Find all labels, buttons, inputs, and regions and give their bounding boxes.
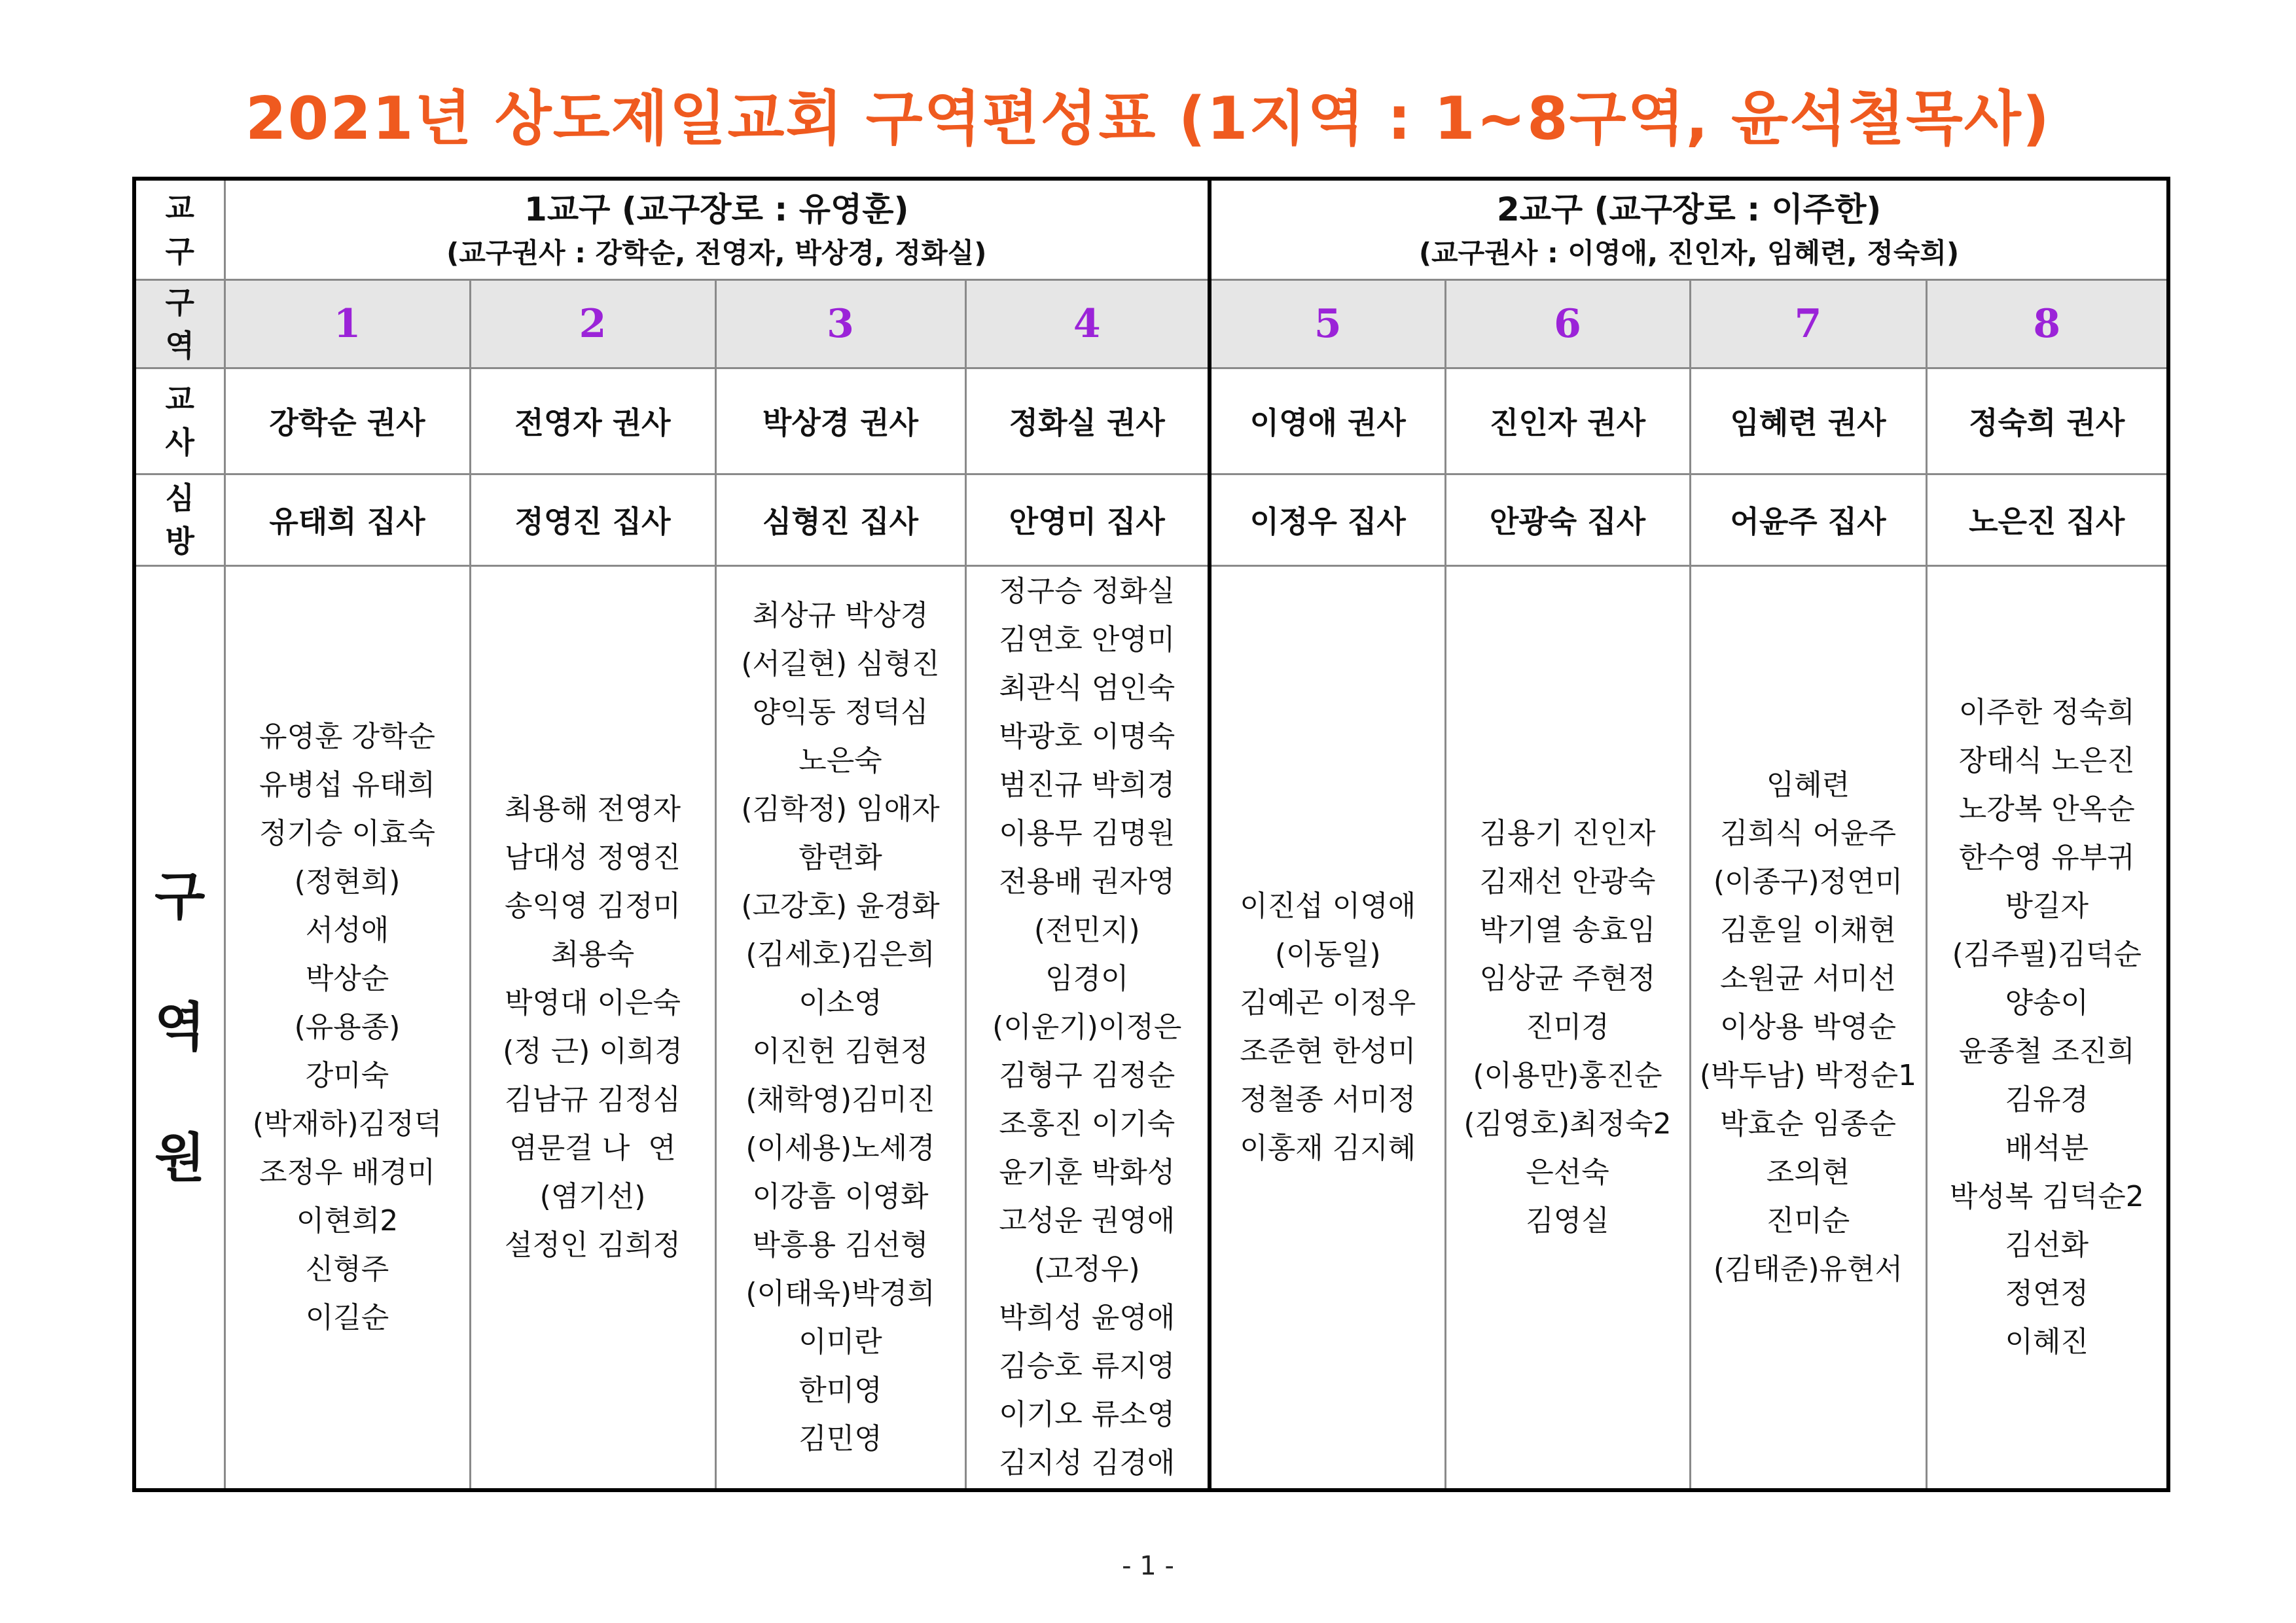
member-line: 이길순: [305, 1300, 389, 1334]
member-line: 김승호 류지영: [999, 1349, 1175, 1383]
member-line: 노강복 안옥순: [1958, 792, 2135, 826]
member-line: 강미숙: [305, 1058, 389, 1092]
member-line: (서길현) 심형진: [741, 647, 940, 681]
member-line: 송익영 김정미: [504, 889, 681, 923]
member-line: 임상균 주현정: [1479, 961, 1656, 995]
member-line: 임경이: [1045, 961, 1129, 995]
district-number: 7: [1690, 279, 1926, 368]
member-line: 김지성 김경애: [999, 1446, 1175, 1480]
member-line: 김형구 김정순: [999, 1058, 1175, 1092]
member-line: (이운기)이정은: [992, 1010, 1182, 1044]
member-line: (이용만)홍진순: [1473, 1058, 1662, 1092]
member-line: 김유경: [2005, 1082, 2089, 1116]
member-line: (고정우): [1033, 1252, 1140, 1286]
parish-1-deaconesses: (교구권사 : 강학순, 전영자, 박상경, 정화실): [446, 236, 987, 269]
member-line: 양익동 정덕심: [752, 695, 929, 729]
row-label-district: 구 역: [134, 279, 224, 368]
district-visitor: 유태희 집사: [224, 474, 470, 565]
member-line: (정현희): [294, 865, 401, 899]
member-line: 배석분: [2005, 1131, 2089, 1165]
member-line: (채학영)김미진: [745, 1082, 935, 1116]
member-line: 이진섭 이영애: [1240, 889, 1416, 923]
member-line: 박광호 이명숙: [999, 719, 1175, 753]
district-number: 3: [715, 279, 965, 368]
member-line: 소원균 서미선: [1720, 961, 1897, 995]
member-line: (김태준)유현서: [1713, 1252, 1903, 1286]
member-line: 설정인 김희정: [504, 1228, 681, 1262]
member-line: 유병섭 유태희: [259, 768, 435, 802]
member-line: 전용배 권자영: [999, 865, 1175, 899]
parish-2-deaconesses: (교구권사 : 이영애, 진인자, 임혜련, 정숙희): [1418, 236, 1960, 269]
member-line: 이혜진: [2005, 1325, 2089, 1359]
member-line: 이현희2: [296, 1204, 399, 1238]
member-line: 박기열 송효임: [1479, 913, 1656, 947]
district-teacher: 이영애 권사: [1210, 368, 1445, 474]
member-line: 이강흠 이영화: [752, 1179, 929, 1213]
member-line: 임혜련: [1766, 768, 1850, 802]
member-line: 김남규 김정심: [504, 1082, 681, 1116]
member-line: (박재하)김정덕: [252, 1107, 442, 1141]
district-members: [715, 565, 965, 1490]
member-line: (김영호)최정숙2: [1463, 1107, 1672, 1141]
parish-1-header: [224, 179, 1210, 279]
member-line: 김용기 진인자: [1479, 816, 1656, 850]
parish-2-header: [1210, 179, 2168, 279]
member-line: 박성복 김덕순2: [1949, 1179, 2144, 1213]
member-line: 고성운 권영애: [999, 1204, 1175, 1238]
member-line: (이종구)정연미: [1713, 865, 1903, 899]
member-line: (박두남) 박정순1: [1699, 1058, 1917, 1092]
district-members: [1926, 565, 2168, 1490]
district-teacher: 임혜련 권사: [1690, 368, 1926, 474]
district-teacher: 전영자 권사: [470, 368, 715, 474]
member-line: 신형주: [305, 1252, 389, 1286]
member-line: 남대성 정영진: [504, 840, 681, 874]
member-line: (전민지): [1033, 913, 1140, 947]
district-teacher: 강학순 권사: [224, 368, 470, 474]
parish-2-title: 2교구 (교구장로 : 이주한): [1496, 190, 1882, 228]
member-line: 유영훈 강학순: [259, 719, 435, 753]
member-line: 조홍진 이기숙: [999, 1107, 1175, 1141]
district-teacher: 박상경 권사: [715, 368, 965, 474]
members-row: [134, 565, 2168, 1490]
member-line: 한미영: [798, 1373, 882, 1407]
member-line: 노은숙: [798, 743, 882, 777]
member-line: 정구승 정화실: [999, 574, 1175, 608]
member-line: 정철종 서미정: [1240, 1082, 1416, 1116]
member-line: 박희성 윤영애: [999, 1300, 1175, 1334]
page-number: - 1 -: [1122, 1551, 1174, 1581]
district-teacher: 정화실 권사: [965, 368, 1210, 474]
parish-row: [134, 179, 2168, 279]
member-line: 최관식 엄인숙: [999, 671, 1175, 705]
member-line: 김연호 안영미: [999, 622, 1175, 656]
member-line: 김민영: [798, 1421, 882, 1455]
row-label-visitation: 심 방: [134, 474, 224, 565]
member-line: 조정우 배경미: [259, 1155, 435, 1189]
member-line: 박효순 임종순: [1720, 1107, 1897, 1141]
row-label-members: 구 역 원: [134, 565, 224, 1490]
member-line: 김희식 어윤주: [1720, 816, 1897, 850]
member-line: 윤기훈 박화성: [999, 1155, 1175, 1189]
member-line: 이용무 김명원: [999, 816, 1175, 850]
district-number: 2: [470, 279, 715, 368]
member-line: 최용숙: [550, 937, 635, 971]
member-line: 진미경: [1526, 1010, 1609, 1044]
page-title: 2021년 상도제일교회 구역편성표 (1지역 : 1~8구역, 윤석철목사): [245, 84, 2051, 153]
member-line: 이홍재 김지혜: [1240, 1131, 1416, 1165]
member-line: 김예곤 이정우: [1240, 986, 1416, 1020]
district-number: 6: [1445, 279, 1690, 368]
district-teacher: 진인자 권사: [1445, 368, 1690, 474]
member-line: 박흥용 김선형: [752, 1228, 929, 1262]
row-label-teacher: 교 사: [134, 368, 224, 474]
member-line: 박상순: [305, 961, 389, 995]
member-line: 윤종철 조진희: [1958, 1034, 2135, 1068]
member-line: (이동일): [1274, 937, 1381, 971]
member-line: 진미순: [1766, 1204, 1850, 1238]
district-number: 5: [1210, 279, 1445, 368]
member-line: 김재선 안광숙: [1479, 865, 1656, 899]
district-visitor: 심형진 집사: [715, 474, 965, 565]
member-line: 조의현: [1766, 1155, 1850, 1189]
member-line: (김세호)김은희: [745, 937, 935, 971]
member-line: 정기승 이효숙: [259, 816, 435, 850]
member-line: 범진규 박희경: [999, 768, 1175, 802]
member-line: 이주한 정숙희: [1958, 695, 2135, 729]
visitor-row: [134, 474, 2168, 565]
district-visitor: 안영미 집사: [965, 474, 1210, 565]
district-visitor: 노은진 집사: [1926, 474, 2168, 565]
row-label-parish: 교 구: [134, 179, 224, 279]
member-line: 조준현 한성미: [1240, 1034, 1416, 1068]
member-line: 최상규 박상경: [752, 598, 929, 632]
district-teacher: 정숙희 권사: [1926, 368, 2168, 474]
district-members: [1690, 565, 1926, 1490]
member-line: 이소영: [798, 986, 882, 1020]
member-line: (고강호) 윤경화: [741, 889, 940, 923]
member-line: (김주필)김덕순: [1952, 937, 2142, 971]
member-line: (정 근) 이희경: [503, 1034, 683, 1068]
district-members: [224, 565, 470, 1490]
member-line: (김학정) 임애자: [741, 792, 940, 826]
district-visitor: 정영진 집사: [470, 474, 715, 565]
district-members: [1445, 565, 1690, 1490]
district-members: [470, 565, 715, 1490]
member-line: 한수영 유부귀: [1958, 840, 2135, 874]
member-line: 김선화: [2005, 1228, 2089, 1262]
district-number: 1: [224, 279, 470, 368]
member-line: 최용해 전영자: [504, 792, 681, 826]
member-line: 김영실: [1526, 1204, 1609, 1238]
member-line: 장태식 노은진: [1958, 743, 2135, 777]
district-number-row: [134, 279, 2168, 368]
district-members: [965, 565, 1210, 1490]
district-visitor: 안광숙 집사: [1445, 474, 1690, 565]
member-line: 이상용 박영순: [1720, 1010, 1897, 1044]
district-members: [1210, 565, 1445, 1490]
member-line: 은선숙: [1526, 1155, 1609, 1189]
district-number: 4: [965, 279, 1210, 368]
member-line: 박영대 이은숙: [504, 986, 681, 1020]
member-line: (염기선): [539, 1179, 646, 1213]
parish-1-title: 1교구 (교구장로 : 유영훈): [524, 190, 909, 228]
member-line: 방길자: [2005, 889, 2089, 923]
member-line: 이진헌 김현정: [752, 1034, 929, 1068]
district-table: [132, 177, 2170, 1492]
member-line: (이태욱)박경희: [745, 1276, 935, 1310]
member-line: 김훈일 이채현: [1720, 913, 1897, 947]
member-line: 이미란: [798, 1325, 882, 1359]
member-line: 양송이: [2005, 986, 2089, 1020]
member-line: 정연정: [2005, 1276, 2089, 1310]
district-visitor: 어윤주 집사: [1690, 474, 1926, 565]
member-line: 이기오 류소영: [999, 1397, 1175, 1431]
member-line: 함련화: [798, 840, 882, 874]
district-number: 8: [1926, 279, 2168, 368]
teacher-row: [134, 368, 2168, 474]
member-line: 서성애: [305, 913, 389, 947]
member-line: 염문걸 나 연: [509, 1131, 676, 1165]
district-visitor: 이정우 집사: [1210, 474, 1445, 565]
member-line: (이세용)노세경: [745, 1131, 935, 1165]
member-line: (유용종): [294, 1010, 401, 1044]
